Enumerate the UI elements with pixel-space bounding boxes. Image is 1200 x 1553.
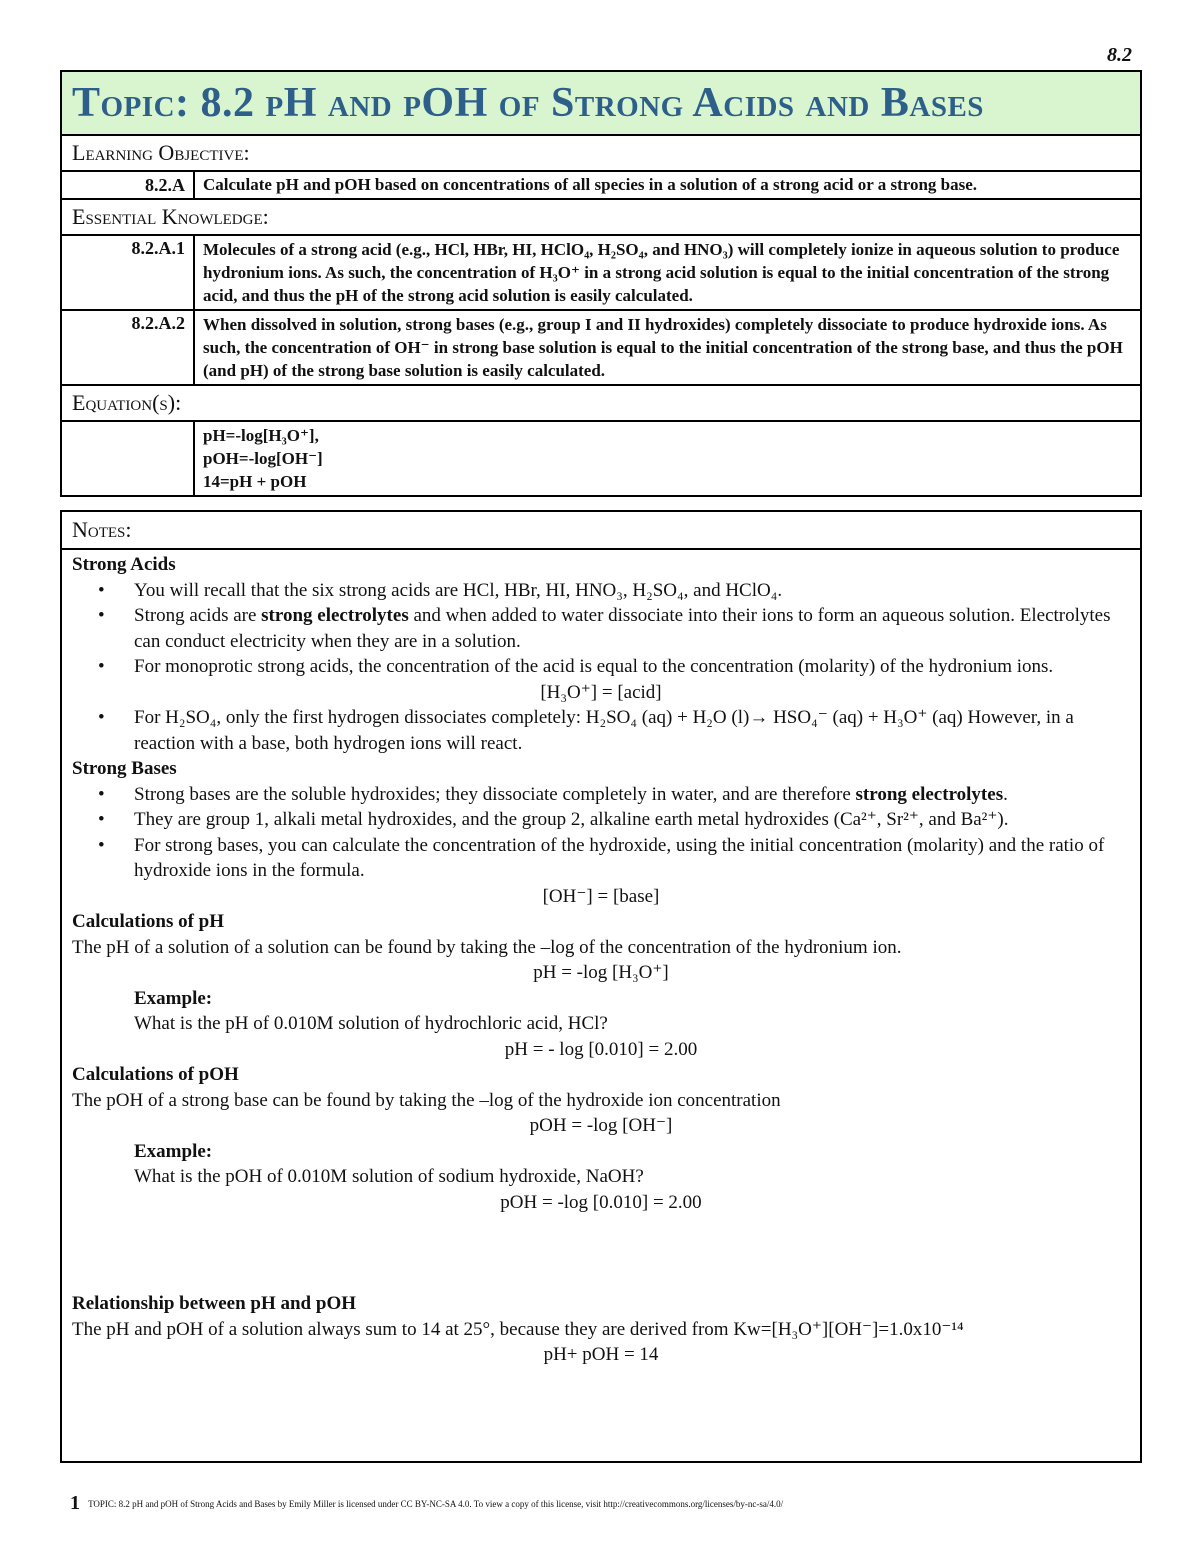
- equations-heading: Equation(s):: [62, 386, 1140, 422]
- equation-line: pOH=-log[OH⁻]: [203, 449, 323, 468]
- calc-poh-title: Calculations of pOH: [72, 1064, 239, 1085]
- list-item: • You will recall that the six strong acids are HCl, HBr, HI, HNO₃, H₂SO₄, and HClO₄.: [72, 578, 1130, 604]
- notes-body: [62, 550, 1140, 1370]
- list-item: • For strong bases, you can calculate the concentration of the hydroxide, using the initial concentration (molarity) and the ratio of hydroxide ions in the formula.: [72, 833, 1130, 884]
- strong-bases-title: Strong Bases: [72, 758, 177, 779]
- calc-poh-equation: pOH = -log [OH⁻]: [529, 1115, 673, 1136]
- equations-list: [195, 422, 1140, 495]
- page-number: 8.2: [1107, 44, 1132, 66]
- footer-license-text: TOPIC: 8.2 pH and pOH of Strong Acids and Bases by Emily Miller is licensed under CC BY-NC-SA 4.0. To view a copy of this license, visit http://creativecommons.org/licenses/by-nc-sa/4.0/: [88, 1499, 784, 1509]
- objective-text: Calculate pH and pOH based on concentrations of all species in a solution of a strong acid or a strong base.: [203, 175, 978, 194]
- knowledge-row: [62, 311, 1140, 386]
- calc-ph-text: The pH of a solution of a solution can be found by taking the –log of the concentration of the hydronium ion.: [72, 936, 902, 958]
- list-item: • For monoprotic strong acids, the concentration of the acid is equal to the concentration (molarity) of the hydronium ions.: [72, 654, 1130, 680]
- relationship-title: Relationship between pH and pOH: [72, 1293, 356, 1314]
- list-item: • For H₂SO₄, only the first hydrogen dissociates completely: H₂SO₄ (aq) + H₂O (l)→ HSO₄⁻ (aq) + H₃O⁺ (aq) However, in a reaction with a base, both hydrogen ions will react.: [72, 705, 1130, 756]
- base-equation: [OH⁻] = [base]: [542, 885, 660, 907]
- equations-code-cell: [62, 422, 195, 495]
- equation-line: 14=pH + pOH: [203, 472, 307, 491]
- strong-acids-list: [72, 578, 1130, 680]
- list-item: • They are group 1, alkali metal hydroxides, and the group 2, alkaline earth metal hydroxides (Ca²⁺, Sr²⁺, and Ba²⁺).: [72, 807, 1130, 833]
- list-item: • Strong acids are strong electrolytes and when added to water dissociate into their ions to form an aqueous solution. Electrolytes can conduct electricity when they are in a solution.: [72, 603, 1130, 654]
- list-item: • Strong bases are the soluble hydroxides; they dissociate completely in water, and are therefore strong electrolytes.: [72, 782, 1130, 808]
- example-label: Example:: [134, 1140, 213, 1162]
- notes-box: [60, 510, 1142, 1463]
- knowledge-code: 8.2.A.2: [62, 311, 195, 384]
- example-question: What is the pH of 0.010M solution of hydrochloric acid, HCl?: [134, 1013, 608, 1034]
- learning-objective-row: [62, 172, 1140, 200]
- learning-objective-heading: Learning Objective:: [62, 136, 1140, 172]
- calc-poh-text: The pOH of a strong base can be found by taking the –log of the hydroxide ion concentration: [72, 1089, 781, 1111]
- acid-equation: [H₃O⁺] = [acid]: [540, 681, 662, 703]
- calc-ph-equation: pH = -log [H₃O⁺]: [533, 962, 669, 983]
- knowledge-code: 8.2.A.1: [62, 236, 195, 309]
- strong-bases-list: [72, 782, 1130, 884]
- example-question: What is the pOH of 0.010M solution of sodium hydroxide, NaOH?: [134, 1166, 644, 1187]
- spacer: [72, 1215, 1130, 1291]
- equations-row: [62, 422, 1140, 495]
- knowledge-text: When dissolved in solution, strong bases (e.g., group I and II hydroxides) completely dissociate to produce hydroxide ions. As such, the concentration of OH⁻ in strong base solution is equal to the initial concentration of the strong base, and thus the pOH (and pH) of the strong base solution is easily calculated.: [203, 315, 1123, 380]
- relationship-equation: pH+ pOH = 14: [543, 1344, 659, 1365]
- strong-acids-title: Strong Acids: [72, 554, 176, 575]
- calc-ph-title: Calculations of pH: [72, 911, 225, 932]
- footer-page-number: 1: [70, 1492, 80, 1514]
- objective-code: 8.2.A: [62, 172, 195, 198]
- knowledge-row: [62, 236, 1140, 311]
- strong-acids-list-cont: [72, 705, 1130, 756]
- equation-line: pH=-log[H₃O⁺],: [203, 426, 319, 445]
- example-answer: pH = - log [0.010] = 2.00: [504, 1038, 698, 1060]
- topic-title: Topic: 8.2 pH and pOH of Strong Acids and Bases: [62, 72, 1140, 136]
- essential-knowledge-heading: Essential Knowledge:: [62, 200, 1140, 236]
- knowledge-text: Molecules of a strong acid (e.g., HCl, HBr, HI, HClO₄, H₂SO₄, and HNO₃) will completely ionize in aqueous solution to produce hydronium ions. As such, the concentration of H₃O⁺ in a strong acid solution is equal to the initial concentration of the strong acid, and thus the pH of the strong acid solution is easily calculated.: [203, 240, 1120, 305]
- relationship-text: The pH and pOH of a solution always sum to 14 at 25°, because they are derived from Kw=[H₃O⁺][OH⁻]=1.0x10⁻¹⁴: [72, 1318, 964, 1340]
- example-label: Example:: [134, 987, 213, 1009]
- notes-heading: Notes:: [62, 512, 1140, 550]
- footer: [70, 1492, 783, 1515]
- example-answer: pOH = -log [0.010] = 2.00: [500, 1191, 702, 1213]
- topic-table: [60, 70, 1142, 497]
